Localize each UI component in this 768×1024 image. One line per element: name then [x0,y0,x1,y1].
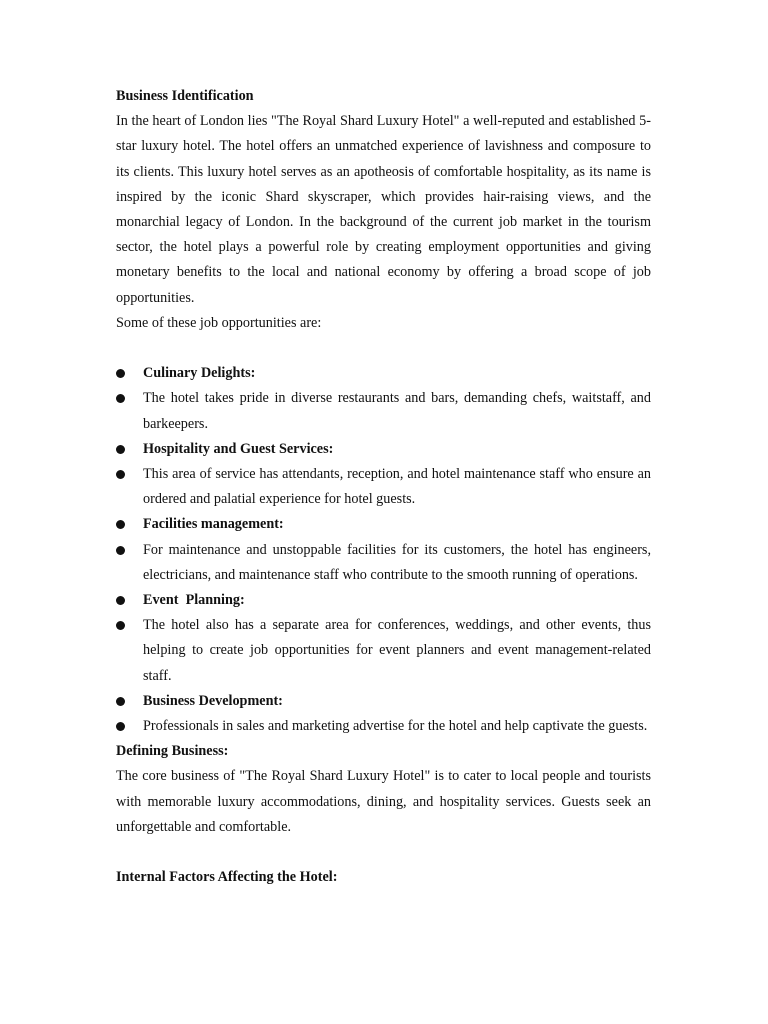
business-identification-paragraph: In the heart of London lies "The Royal Shard Luxury Hotel" a well-reputed and established 5-star luxury hotel. The hotel offers an unmatched experience of lavishness and composure to its clients. This luxury hotel serves as an apotheosis of comfortable hospitality, as its name is inspired by the iconic Shard skyscraper, which provides hair-raising views, and the monarchial legacy of London. In the background of the current job market in the tourism sector, the hotel plays a powerful role by creating employment opportunities and giving monetary benefits to the local and national economy by offering a broad scope of job opportunities. [116,113,651,306]
bullet-icon [116,520,125,529]
spacer [116,336,651,361]
bullet-icon [116,394,125,403]
list-item [116,386,651,436]
job-description: For maintenance and unstoppable facilities for its customers, the hotel has engineers, electricians, and maintenance staff who contribute to the smooth running of operations. [143,541,651,583]
bullet-icon [116,470,125,479]
job-description: Professionals in sales and marketing advertise for the hotel and help captivate the guests. [143,718,648,735]
job-opportunities-intro: Some of these job opportunities are: [116,314,322,331]
job-title: Culinary Delights: [143,365,256,382]
job-description: The hotel takes pride in diverse restaurants and bars, demanding chefs, waitstaff, and barkeepers. [143,390,651,432]
list-item [116,512,651,537]
list-item [116,714,651,739]
bullet-icon [116,621,125,630]
job-title: Facilities management: [143,516,284,533]
bullet-icon [116,596,125,605]
job-opportunities-list [116,361,651,739]
list-item [116,361,651,386]
list-item [116,462,651,512]
bullet-icon [116,697,125,706]
bullet-icon [116,546,125,555]
list-item [116,613,651,689]
bullet-icon [116,369,125,378]
job-title: Business Development: [143,692,283,709]
defining-business-paragraph: The core business of "The Royal Shard Luxury Hotel" is to cater to local people and tourists with memorable luxury accommodations, dining, and hospitality services. Guests seek an unforgettable and comfortable. [116,768,651,835]
job-title: Event Planning: [143,592,245,609]
job-description: This area of service has attendants, reception, and hotel maintenance staff who ensure an ordered and palatial experience for hotel guests. [143,466,651,508]
job-description: The hotel also has a separate area for conferences, weddings, and other events, thus helping to create job opportunities for event planners and event management-related staff. [143,617,651,684]
bullet-icon [116,445,125,454]
document-page [116,84,651,890]
business-identification-heading: Business Identification [116,88,254,104]
internal-factors-heading: Internal Factors Affecting the Hotel: [116,869,338,886]
list-item [116,437,651,462]
bullet-icon [116,722,125,731]
list-item [116,538,651,588]
defining-business-heading: Defining Business: [116,743,229,760]
spacer [116,840,651,865]
list-item [116,588,651,613]
job-title: Hospitality and Guest Services: [143,440,334,457]
list-item [116,689,651,714]
